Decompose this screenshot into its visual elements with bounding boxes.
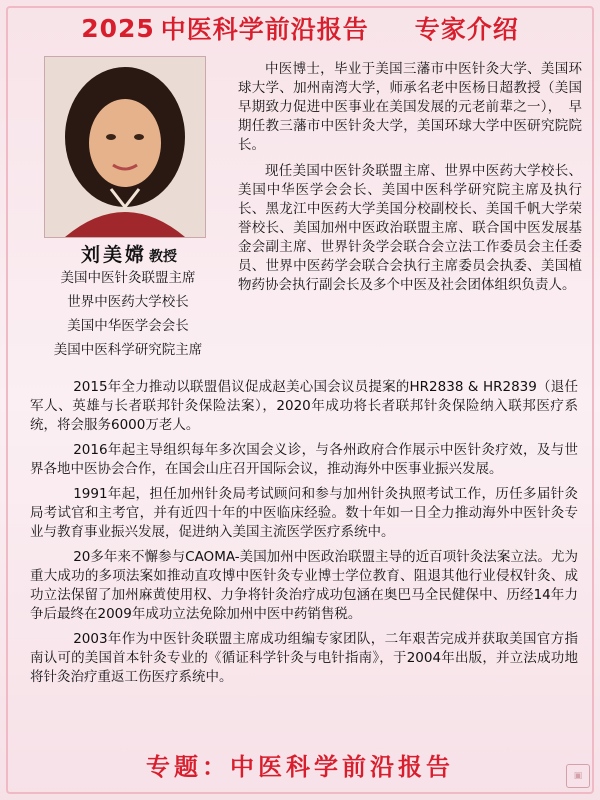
expert-name-line <box>44 240 214 267</box>
header-section: 专家介绍 <box>414 15 519 44</box>
role-item: 美国中医针灸联盟主席 <box>60 270 196 286</box>
expert-title: 教授 <box>149 249 177 265</box>
header-year: 2025 <box>81 13 155 43</box>
expert-name: 刘美嫦 <box>80 244 147 266</box>
role-item: 世界中医药大学校长 <box>67 294 189 310</box>
body-paragraph: 2016年起主导组织每年多次国会义诊，与各州政府合作展示中医针灸疗效，及与世界各地中医协会合作，在国会山庄召开国际会议，推动海外中医事业振兴发展。 <box>30 442 578 477</box>
body-paragraph: 20多年来不懈参与CAOMA-美国加州中医政治联盟主导的近百项针灸法案立法。尤为重大成功的多项法案如推动直攻博中医针灸专业博士学位教育、阻退其他行业侵权针灸、成功立法保留了加州麻黄使用权、力争将针灸治疗成功包涵在奥巴马全民健保中、历经14年力争后最终在2009年成功立法免除加州中医中药销售税。 <box>30 549 578 622</box>
portrait-illustration <box>45 57 205 237</box>
intro-paragraph: 中医博士，毕业于美国三藩市中医针灸大学、美国环球大学、加州南湾大学，师承名老中医杨日超教授（美国早期致力促进中医事业在美国发展的元老前辈之一）， 早期任教三藩市中医针灸大学，美国环球大学中医研究院院长。 <box>238 61 582 153</box>
body-paragraph: 1991年起，担任加州针灸局考试顾问和参与加州针灸执照考试工作，历任多届针灸局考试官和主考官，并有近四十年的中医临床经验。数十年如一日全力推动海外中医针灸专业与教育事业振兴发展，促进纳入美国主流医学医疗系统中。 <box>30 486 578 540</box>
page-header <box>0 6 600 50</box>
role-item: 美国中华医学会会长 <box>67 318 189 334</box>
expert-photo <box>44 56 206 238</box>
intro-paragraph: 现任美国中医针灸联盟主席、世界中医药大学校长、美国中华医学会会长、美国中医科学研究院主席及执行长、黑龙江中医药大学美国分校副校长、美国千帆大学荣誉校长、美国加州中医政治联盟主席、联合国中医发展基金会副主席、世界针灸学会联合会立法工作委员会主任委员、世界中医药学会联合会执行主席委员会执委、美国植物药协会执行副会长及多个中医及社会团体组织负责人。 <box>238 163 582 293</box>
expert-roles <box>16 266 240 362</box>
intro-text <box>238 60 582 295</box>
page-footer: 专题：中医科学前沿报告 <box>146 752 454 781</box>
body-paragraph: 2015年全力推动以联盟倡议促成赵美心国会议员提案的HR2838 & HR2839（退任军人、英雄与长者联邦针灸保险法案），2020年成功将长者联邦针灸保险纳入联邦医疗系统，将会服务6000万老人。 <box>30 379 578 433</box>
role-item: 美国中医科学研究院主席 <box>53 342 203 358</box>
body-text <box>30 378 578 687</box>
body-paragraph: 2003年作为中医针灸联盟主席成功组编专家团队，二年艰苦完成并获取美国官方指南认可的美国首本针灸专业的《循证科学针灸与电针指南》，于2004年出版，并立法成功地将针灸治疗重返工伤医疗系统中。 <box>30 631 578 685</box>
header-title: 中医科学前沿报告 <box>160 15 369 44</box>
corner-stamp-icon: ▣ <box>566 764 590 788</box>
